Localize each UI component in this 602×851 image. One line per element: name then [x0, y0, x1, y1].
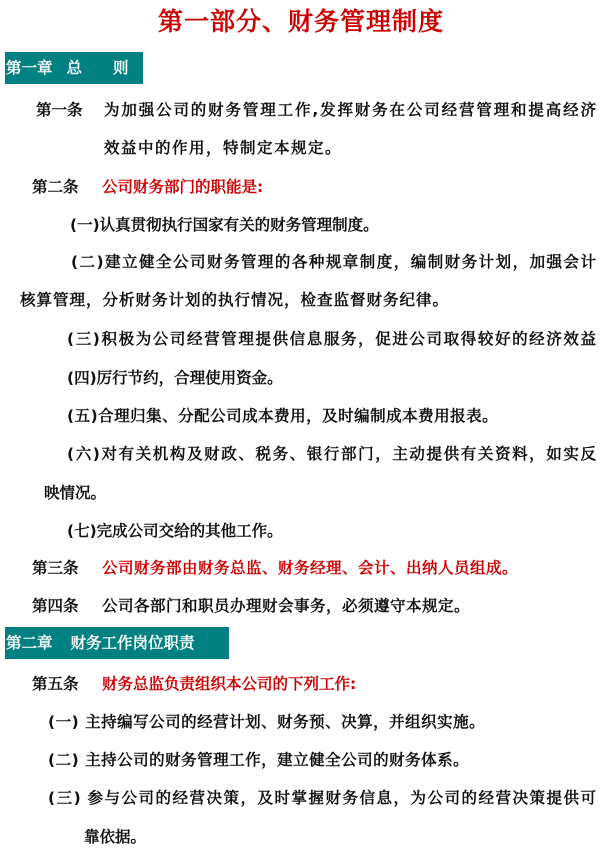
list-item: (七)完成公司交给的其他工作。 [67, 522, 283, 540]
chapter-label: 第一章 [6, 59, 53, 77]
list-item: (二) 主持公司的财务管理工作，建立健全公司的财务体系。 [48, 751, 470, 769]
page-title: 第一部分、财务管理制度 [157, 7, 444, 36]
list-item: (三)积极为公司经营管理提供信息服务，促进公司取得较好的经济效益 [67, 330, 596, 348]
list-item: (四)厉行节约，合理使用资金。 [67, 369, 283, 387]
article-3-text: 公司财务部由财务总监、财务经理、会计、出纳人员组成。 [102, 559, 519, 577]
list-item-cont: 核算管理，分析财务计划的执行情况，检查监督财务纪律。 [20, 291, 450, 309]
chapter-2-heading [5, 627, 229, 659]
article-3-label: 第三条 [32, 559, 79, 577]
list-item: (三) 参与公司的经营决策，及时掌握财务信息，为公司的经营决策提供可 [48, 789, 596, 807]
article-2-heading: 公司财务部门的职能是: [102, 178, 264, 196]
list-item: (二)建立健全公司财务管理的各种规章制度，编制财务计划，加强会计 [71, 253, 596, 271]
list-item: (一) 主持编写公司的经营计划、财务预、决算，并组织实施。 [48, 713, 486, 731]
list-item: (一)认真贯彻执行国家有关的财务管理制度。 [70, 216, 379, 234]
list-item: (六)对有关机构及财政、税务、银行部门，主动提供有关资料，如实反 [67, 445, 596, 463]
article-1-text-cont: 效益中的作用，特制定本规定。 [104, 139, 343, 157]
chapter-label: 第二章 [6, 634, 53, 652]
article-2-label: 第二条 [32, 178, 79, 196]
article-4-text: 公司各部门和职员办理财会事务，必须遵守本规定。 [102, 597, 471, 615]
article-5-label: 第五条 [32, 675, 79, 693]
chapter-name: 总 则 [66, 59, 129, 77]
article-1-label: 第一条 [36, 101, 83, 119]
chapter-1-heading [5, 52, 143, 84]
list-item: (五)合理归集、分配公司成本费用，及时编制成本费用报表。 [67, 407, 499, 425]
chapter-name: 财务工作岗位职责 [70, 634, 195, 652]
article-1-text: 为加强公司的财务管理工作,发挥财务在公司经营管理和提高经济 [104, 101, 596, 119]
list-item-cont: 靠依据。 [84, 828, 147, 846]
article-5-heading: 财务总监负责组织本公司的下列工作: [102, 675, 357, 693]
list-item-cont: 映情况。 [44, 484, 107, 502]
article-4-label: 第四条 [32, 597, 79, 615]
